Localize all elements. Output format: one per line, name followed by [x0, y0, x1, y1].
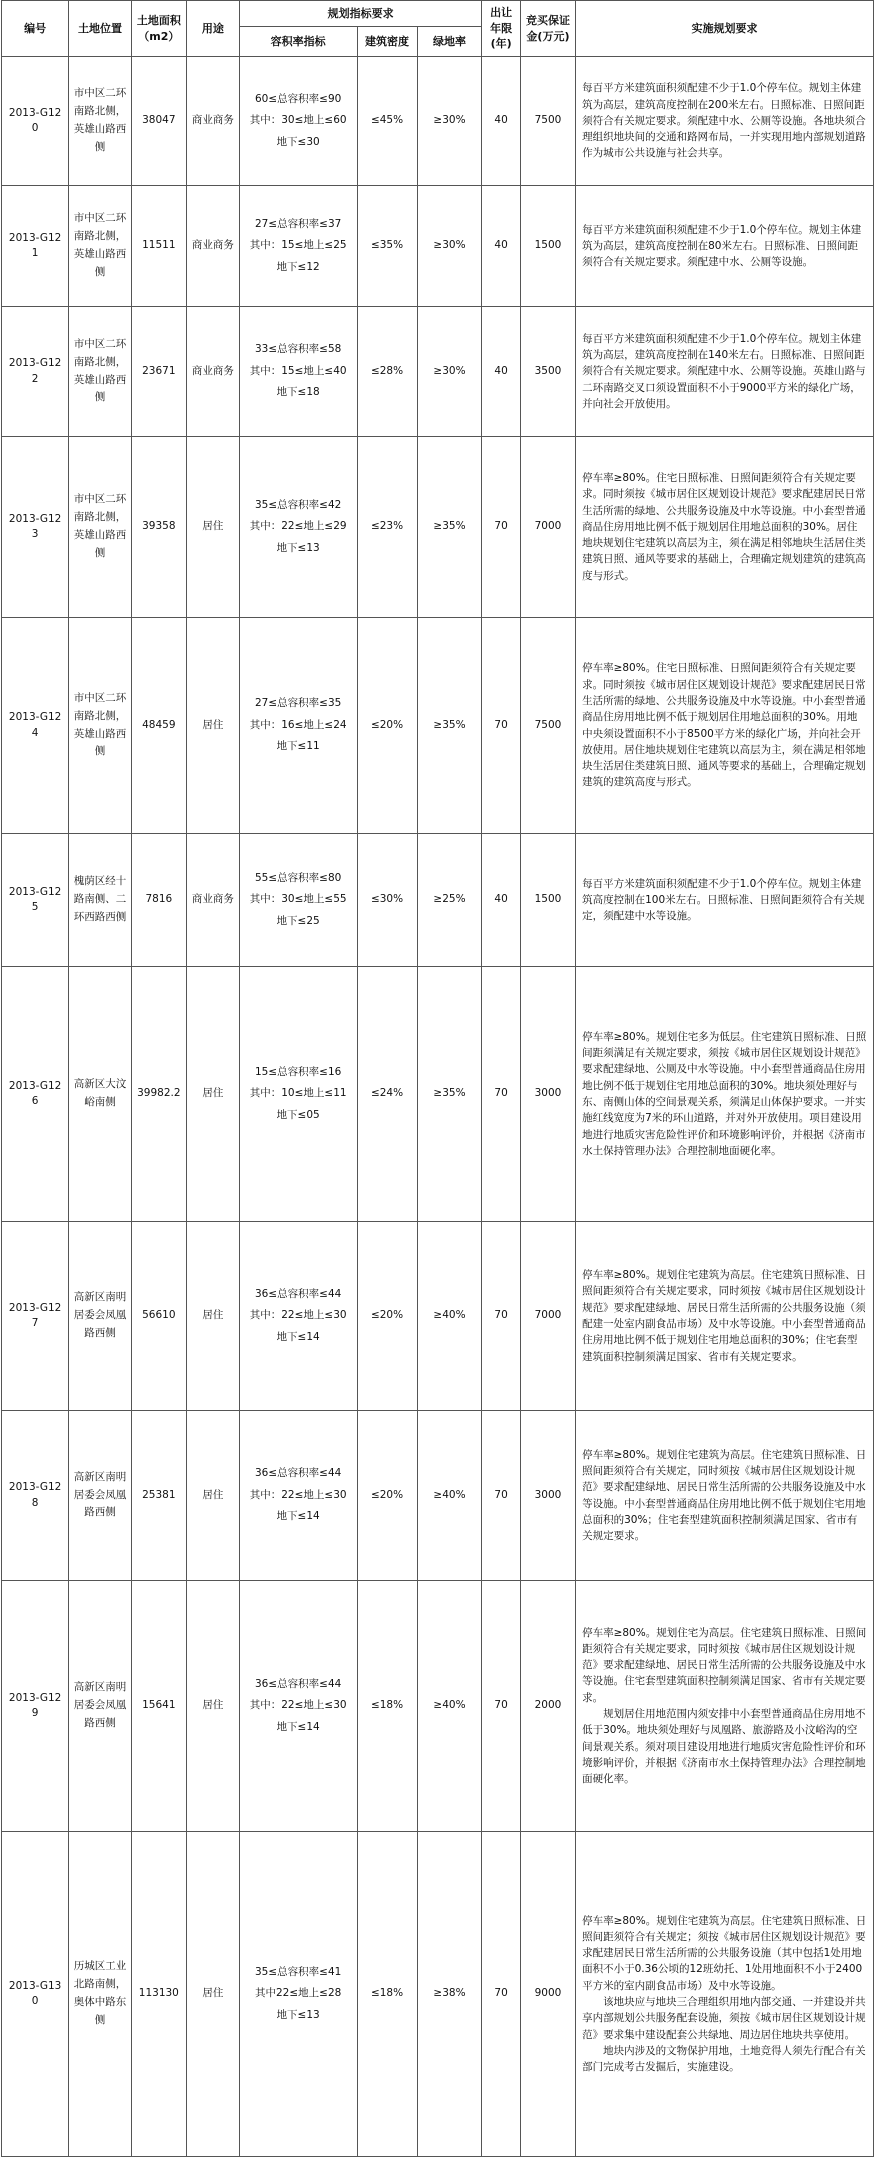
cell-far [239, 307, 357, 437]
far-line: 地下≤13 [276, 2008, 320, 2021]
cell-requirements [576, 1581, 874, 1832]
far-line: 地下≤11 [276, 740, 320, 753]
cell-requirements [576, 307, 874, 437]
cell-use: 商业商务 [186, 834, 239, 967]
cell-area: 56610 [131, 1222, 186, 1411]
far-line: 33≤总容积率≤58 [254, 343, 342, 356]
cell-area: 38047 [131, 57, 186, 186]
cell-area: 48459 [131, 618, 186, 834]
cell-id: 2013-G125 [2, 834, 69, 967]
requirement-paragraph: 该地块应与地块三合理组织用地内部交通、一并建设并共享内部规划公共服务配套设施，须按《城市居住区规划设计规范》要求集中建设配套公共绿地、周边居住地块共享使用。 [582, 1996, 866, 2041]
cell-requirements [576, 1222, 874, 1411]
far-line: 15≤总容积率≤16 [254, 1065, 342, 1078]
cell-far [239, 57, 357, 186]
cell-green: ≥30% [417, 307, 482, 437]
cell-far [239, 437, 357, 618]
far-line: 其中：15≤地上≤25 [249, 239, 347, 252]
header-green: 绿地率 [417, 27, 482, 57]
requirement-paragraph: 停车率≥80%。规划住宅为高层。住宅建筑日照标准、日照间距须符合有关规定要求，同时须按《城市居住区规划设计规范》要求配建绿地、居民日常生活所需的公共服务设施及中水等设施。住宅套型建筑面积控制须满足国家、省市有关规定要求。 [582, 1626, 867, 1704]
header-far: 容积率指标 [239, 27, 357, 57]
cell-density: ≤20% [357, 1222, 417, 1411]
far-line: 其中：30≤地上≤55 [249, 893, 347, 906]
far-line: 其中：22≤地上≤29 [249, 520, 347, 533]
cell-location: 高新区南明居委会凤凰路西侧 [69, 1581, 131, 1832]
table-header [2, 1, 874, 57]
table-row [2, 186, 874, 307]
cell-years: 70 [482, 437, 520, 618]
cell-green: ≥35% [417, 618, 482, 834]
cell-years: 40 [482, 307, 520, 437]
requirement-paragraph: 停车率≥80%。规划住宅多为低层。住宅建筑日照标准、日照间距须满足有关规定要求，须按《城市居住区规划设计规范》要求配建绿地、公厕及中水等设施。中小套型普通商品住房用地比例不低于规划住宅用地总面积的30%。地块须处理好与东、南侧山体的空间景观关系，须满足山体保护要求。一并实施红线宽度为7米的环山道路，并对外开放使用。项目建设用地进行地质灾害危险性评价和环境影响评价，并根据《济南市水土保持管理办法》合理控制地面硬化率。 [582, 1030, 867, 1157]
cell-requirements [576, 57, 874, 186]
cell-use: 居住 [186, 1411, 239, 1581]
cell-density: ≤20% [357, 1411, 417, 1581]
cell-years: 40 [482, 834, 520, 967]
cell-area: 39982.2 [131, 967, 186, 1222]
cell-area: 113130 [131, 1832, 186, 2157]
far-line: 地下≤14 [276, 1720, 320, 1733]
cell-far [239, 618, 357, 834]
land-parcel-table [1, 0, 874, 2157]
cell-deposit: 1500 [520, 834, 575, 967]
cell-far [239, 834, 357, 967]
requirement-paragraph: 停车率≥80%。规划住宅建筑为高层。住宅建筑日照标准、日照间距须符合有关规定，同时须按《城市居住区规划设计规范》要求配建绿地、居民日常生活所需的公共服务设施及中水等设施。中小套型普通商品住房用地比例不低于规划住宅用地总面积的30%；住宅套型建筑面积控制须满足国家、省市有关规定要求。 [582, 1448, 867, 1543]
cell-use: 居住 [186, 1832, 239, 2157]
cell-id: 2013-G121 [2, 186, 69, 307]
cell-years: 70 [482, 618, 520, 834]
cell-far [239, 1581, 357, 1832]
far-line: 地下≤18 [276, 386, 320, 399]
cell-requirements [576, 1832, 874, 2157]
far-line: 地下≤05 [276, 1108, 320, 1121]
cell-density: ≤20% [357, 618, 417, 834]
far-line: 36≤总容积率≤44 [254, 1677, 342, 1690]
cell-id: 2013-G120 [2, 57, 69, 186]
cell-area: 15641 [131, 1581, 186, 1832]
cell-density: ≤30% [357, 834, 417, 967]
cell-years: 70 [482, 1411, 520, 1581]
cell-years: 70 [482, 1222, 520, 1411]
cell-use: 商业商务 [186, 57, 239, 186]
cell-deposit: 3000 [520, 967, 575, 1222]
table-row [2, 1832, 874, 2157]
cell-location: 市中区二环南路北侧，英雄山路西侧 [69, 437, 131, 618]
far-line: 36≤总容积率≤44 [254, 1287, 342, 1300]
cell-years: 70 [482, 967, 520, 1222]
requirement-paragraph: 停车率≥80%。住宅日照标准、日照间距须符合有关规定要求。同时须按《城市居住区规划设计规范》要求配建居民日常生活所需的绿地、公共服务设施及中水等设施。中小套型普通商品住房用地比例不低于规划居住用地总面积的30%。用地中央须设置面积不小于8500平方米的绿化广场，并向社会开放使用。居住地块规划住宅建筑以高层为主，须在满足相邻地块生活居住类建筑日照、通风等要求的基础上，合理确定规划建筑的建筑高度与形式。 [582, 662, 866, 789]
cell-deposit: 3500 [520, 307, 575, 437]
table-row [2, 1222, 874, 1411]
cell-id: 2013-G129 [2, 1581, 69, 1832]
far-line: 其中：30≤地上≤60 [249, 114, 347, 127]
far-line: 35≤总容积率≤41 [254, 1965, 342, 1978]
far-line: 27≤总容积率≤35 [254, 697, 342, 710]
cell-density: ≤24% [357, 967, 417, 1222]
far-line: 27≤总容积率≤37 [254, 217, 342, 230]
cell-deposit: 7500 [520, 57, 575, 186]
cell-area: 39358 [131, 437, 186, 618]
cell-years: 40 [482, 186, 520, 307]
cell-density: ≤35% [357, 186, 417, 307]
far-line: 地下≤25 [276, 914, 320, 927]
header-deposit: 竞买保证金(万元) [520, 1, 575, 57]
header-location: 土地位置 [69, 1, 131, 57]
far-line: 地下≤30 [276, 135, 320, 148]
far-line: 其中：15≤地上≤40 [249, 364, 347, 377]
cell-green: ≥25% [417, 834, 482, 967]
far-line: 地下≤14 [276, 1330, 320, 1343]
cell-use: 居住 [186, 437, 239, 618]
cell-location: 市中区二环南路北侧，英雄山路西侧 [69, 57, 131, 186]
cell-far [239, 1832, 357, 2157]
cell-green: ≥35% [417, 967, 482, 1222]
cell-green: ≥30% [417, 57, 482, 186]
cell-deposit: 7000 [520, 1222, 575, 1411]
cell-years: 40 [482, 57, 520, 186]
cell-use: 居住 [186, 1222, 239, 1411]
cell-requirements [576, 1411, 874, 1581]
cell-area: 11511 [131, 186, 186, 307]
header-requirements: 实施规划要求 [576, 1, 874, 57]
cell-use: 居住 [186, 967, 239, 1222]
requirement-paragraph: 停车率≥80%。规划住宅建筑为高层。住宅建筑日照标准、日照间距须符合有关规定；须按《城市居住区规划设计规范》要求配建居民日常生活所需的公共服务设施（其中包括1处用地面积不小于0.36公顷的12班幼托、1处用地面积不小于2400平方米的室内副食品市场）及中水等设施。 [582, 1914, 867, 1992]
cell-green: ≥40% [417, 1222, 482, 1411]
far-line: 其中22≤地上≤28 [254, 1987, 342, 2000]
table-row [2, 834, 874, 967]
far-line: 60≤总容积率≤90 [254, 92, 342, 105]
cell-location: 历城区工业北路南侧，奥体中路东侧 [69, 1832, 131, 2157]
cell-use: 商业商务 [186, 307, 239, 437]
header-years: 出让年限(年) [482, 1, 520, 57]
cell-far [239, 1222, 357, 1411]
cell-location: 市中区二环南路北侧，英雄山路西侧 [69, 186, 131, 307]
cell-density: ≤18% [357, 1832, 417, 2157]
far-line: 其中：22≤地上≤30 [249, 1309, 347, 1322]
cell-location: 市中区二环南路北侧，英雄山路西侧 [69, 307, 131, 437]
far-line: 其中：22≤地上≤30 [249, 1699, 347, 1712]
cell-far [239, 186, 357, 307]
requirement-paragraph: 停车率≥80%。住宅日照标准、日照间距须符合有关规定要求。同时须按《城市居住区规划设计规范》要求配建居民日常生活所需的绿地、公共服务设施及中水等设施。中小套型普通商品住房用地比例不低于规划居住用地总面积的30%。居住地块规划住宅建筑以高层为主，须在满足相邻地块生活居住类建筑日照、通风等要求的基础上，合理确定规划建筑的建筑高度与形式。 [582, 472, 866, 582]
cell-use: 居住 [186, 618, 239, 834]
cell-area: 7816 [131, 834, 186, 967]
header-density: 建筑密度 [357, 27, 417, 57]
cell-id: 2013-G123 [2, 437, 69, 618]
table-row [2, 57, 874, 186]
cell-green: ≥40% [417, 1411, 482, 1581]
header-id: 编号 [2, 1, 69, 57]
cell-density: ≤28% [357, 307, 417, 437]
cell-requirements [576, 967, 874, 1222]
header-use: 用途 [186, 1, 239, 57]
cell-deposit: 1500 [520, 186, 575, 307]
cell-deposit: 3000 [520, 1411, 575, 1581]
far-line: 36≤总容积率≤44 [254, 1467, 342, 1480]
cell-deposit: 7500 [520, 618, 575, 834]
header-planning: 规划指标要求 [239, 1, 482, 27]
table-row [2, 967, 874, 1222]
cell-location: 槐荫区经十路南侧、二环西路西侧 [69, 834, 131, 967]
far-line: 其中：22≤地上≤30 [249, 1488, 347, 1501]
requirement-paragraph: 每百平方米建筑面积须配建不少于1.0个停车位。规划主体建筑为高层，建筑高度控制在140米左右。日照标准、日照间距须符合有关规定要求。须配建中水、公厕等设施。英雄山路与二环南路交叉口须设置面积不小于9000平方米的绿化广场，并向社会开放使用。 [582, 332, 866, 410]
table-row [2, 618, 874, 834]
table-row [2, 1581, 874, 1832]
cell-green: ≥38% [417, 1832, 482, 2157]
cell-density: ≤45% [357, 57, 417, 186]
far-line: 地下≤13 [276, 541, 320, 554]
cell-far [239, 967, 357, 1222]
cell-id: 2013-G124 [2, 618, 69, 834]
table-body [2, 57, 874, 2157]
cell-green: ≥30% [417, 186, 482, 307]
cell-density: ≤18% [357, 1581, 417, 1832]
cell-green: ≥40% [417, 1581, 482, 1832]
cell-area: 23671 [131, 307, 186, 437]
cell-requirements [576, 834, 874, 967]
cell-use: 商业商务 [186, 186, 239, 307]
requirement-paragraph: 停车率≥80%。规划住宅建筑为高层。住宅建筑日照标准、日照间距须符合有关规定要求，同时须按《城市居住区规划设计规范》要求配建绿地、居民日常生活所需的公共服务设施（须配建一处室内副食品市场）及中水等设施。中小套型普通商品住房用地比例不低于规划住宅用地总面积的30%；住宅套型建筑面积控制须满足国家、省市有关规定要求。 [582, 1269, 867, 1363]
cell-id: 2013-G126 [2, 967, 69, 1222]
cell-location: 高新区大汶峪南侧 [69, 967, 131, 1222]
cell-id: 2013-G128 [2, 1411, 69, 1581]
requirement-paragraph: 地块内涉及的文物保护用地，土地竞得人须先行配合有关部门完成考古发掘后，实施建设。 [582, 2044, 866, 2074]
table-row [2, 437, 874, 618]
cell-density: ≤23% [357, 437, 417, 618]
requirement-paragraph: 每百平方米建筑面积须配建不少于1.0个停车位。规划主体建筑高度控制在100米左右。日照标准、日照间距须符合有关规定，须配建中水等设施。 [582, 877, 865, 923]
requirement-paragraph: 每百平方米建筑面积须配建不少于1.0个停车位。规划主体建筑为高层，建筑高度控制在80米左右。日照标准、日照间距须符合有关规定要求。须配建中水、公厕等设施。 [582, 223, 862, 269]
cell-area: 25381 [131, 1411, 186, 1581]
cell-green: ≥35% [417, 437, 482, 618]
cell-use: 居住 [186, 1581, 239, 1832]
requirement-paragraph: 规划居住用地范围内须安排中小套型普通商品住房用地不低于30%。地块须处理好与凤凰路、旅游路及小汶峪沟的空间景观关系。须对项目建设用地进行地质灾害危险性评价和环境影响评价，并根据《济南市水土保持管理办法》合理控制地面硬化率。 [582, 1708, 866, 1786]
cell-deposit: 2000 [520, 1581, 575, 1832]
far-line: 其中：16≤地上≤24 [249, 718, 347, 731]
cell-location: 市中区二环南路北侧，英雄山路西侧 [69, 618, 131, 834]
cell-far [239, 1411, 357, 1581]
header-area: 土地面积（m2） [131, 1, 186, 57]
cell-id: 2013-G127 [2, 1222, 69, 1411]
cell-deposit: 9000 [520, 1832, 575, 2157]
cell-requirements [576, 437, 874, 618]
land-parcel-table-container [1, 0, 874, 2157]
table-row [2, 1411, 874, 1581]
cell-id: 2013-G122 [2, 307, 69, 437]
cell-years: 70 [482, 1832, 520, 2157]
cell-deposit: 7000 [520, 437, 575, 618]
cell-years: 70 [482, 1581, 520, 1832]
cell-location: 高新区南明居委会凤凰路西侧 [69, 1411, 131, 1581]
far-line: 地下≤14 [276, 1510, 320, 1523]
requirement-paragraph: 每百平方米建筑面积须配建不少于1.0个停车位。规划主体建筑为高层，建筑高度控制在200米左右。日照标准、日照间距须符合有关规定要求。须配建中水、公厕等设施。各地块须合理组织地块间的交通和路网布局，一并实现用地内部规划道路作为城市公共设施与社会共享。 [582, 82, 866, 160]
cell-requirements [576, 618, 874, 834]
far-line: 55≤总容积率≤80 [254, 871, 342, 884]
far-line: 其中：10≤地上≤11 [249, 1087, 347, 1100]
cell-id: 2013-G130 [2, 1832, 69, 2157]
cell-location: 高新区南明居委会凤凰路西侧 [69, 1222, 131, 1411]
table-row [2, 307, 874, 437]
far-line: 35≤总容积率≤42 [254, 498, 342, 511]
cell-requirements [576, 186, 874, 307]
far-line: 地下≤12 [276, 260, 320, 273]
